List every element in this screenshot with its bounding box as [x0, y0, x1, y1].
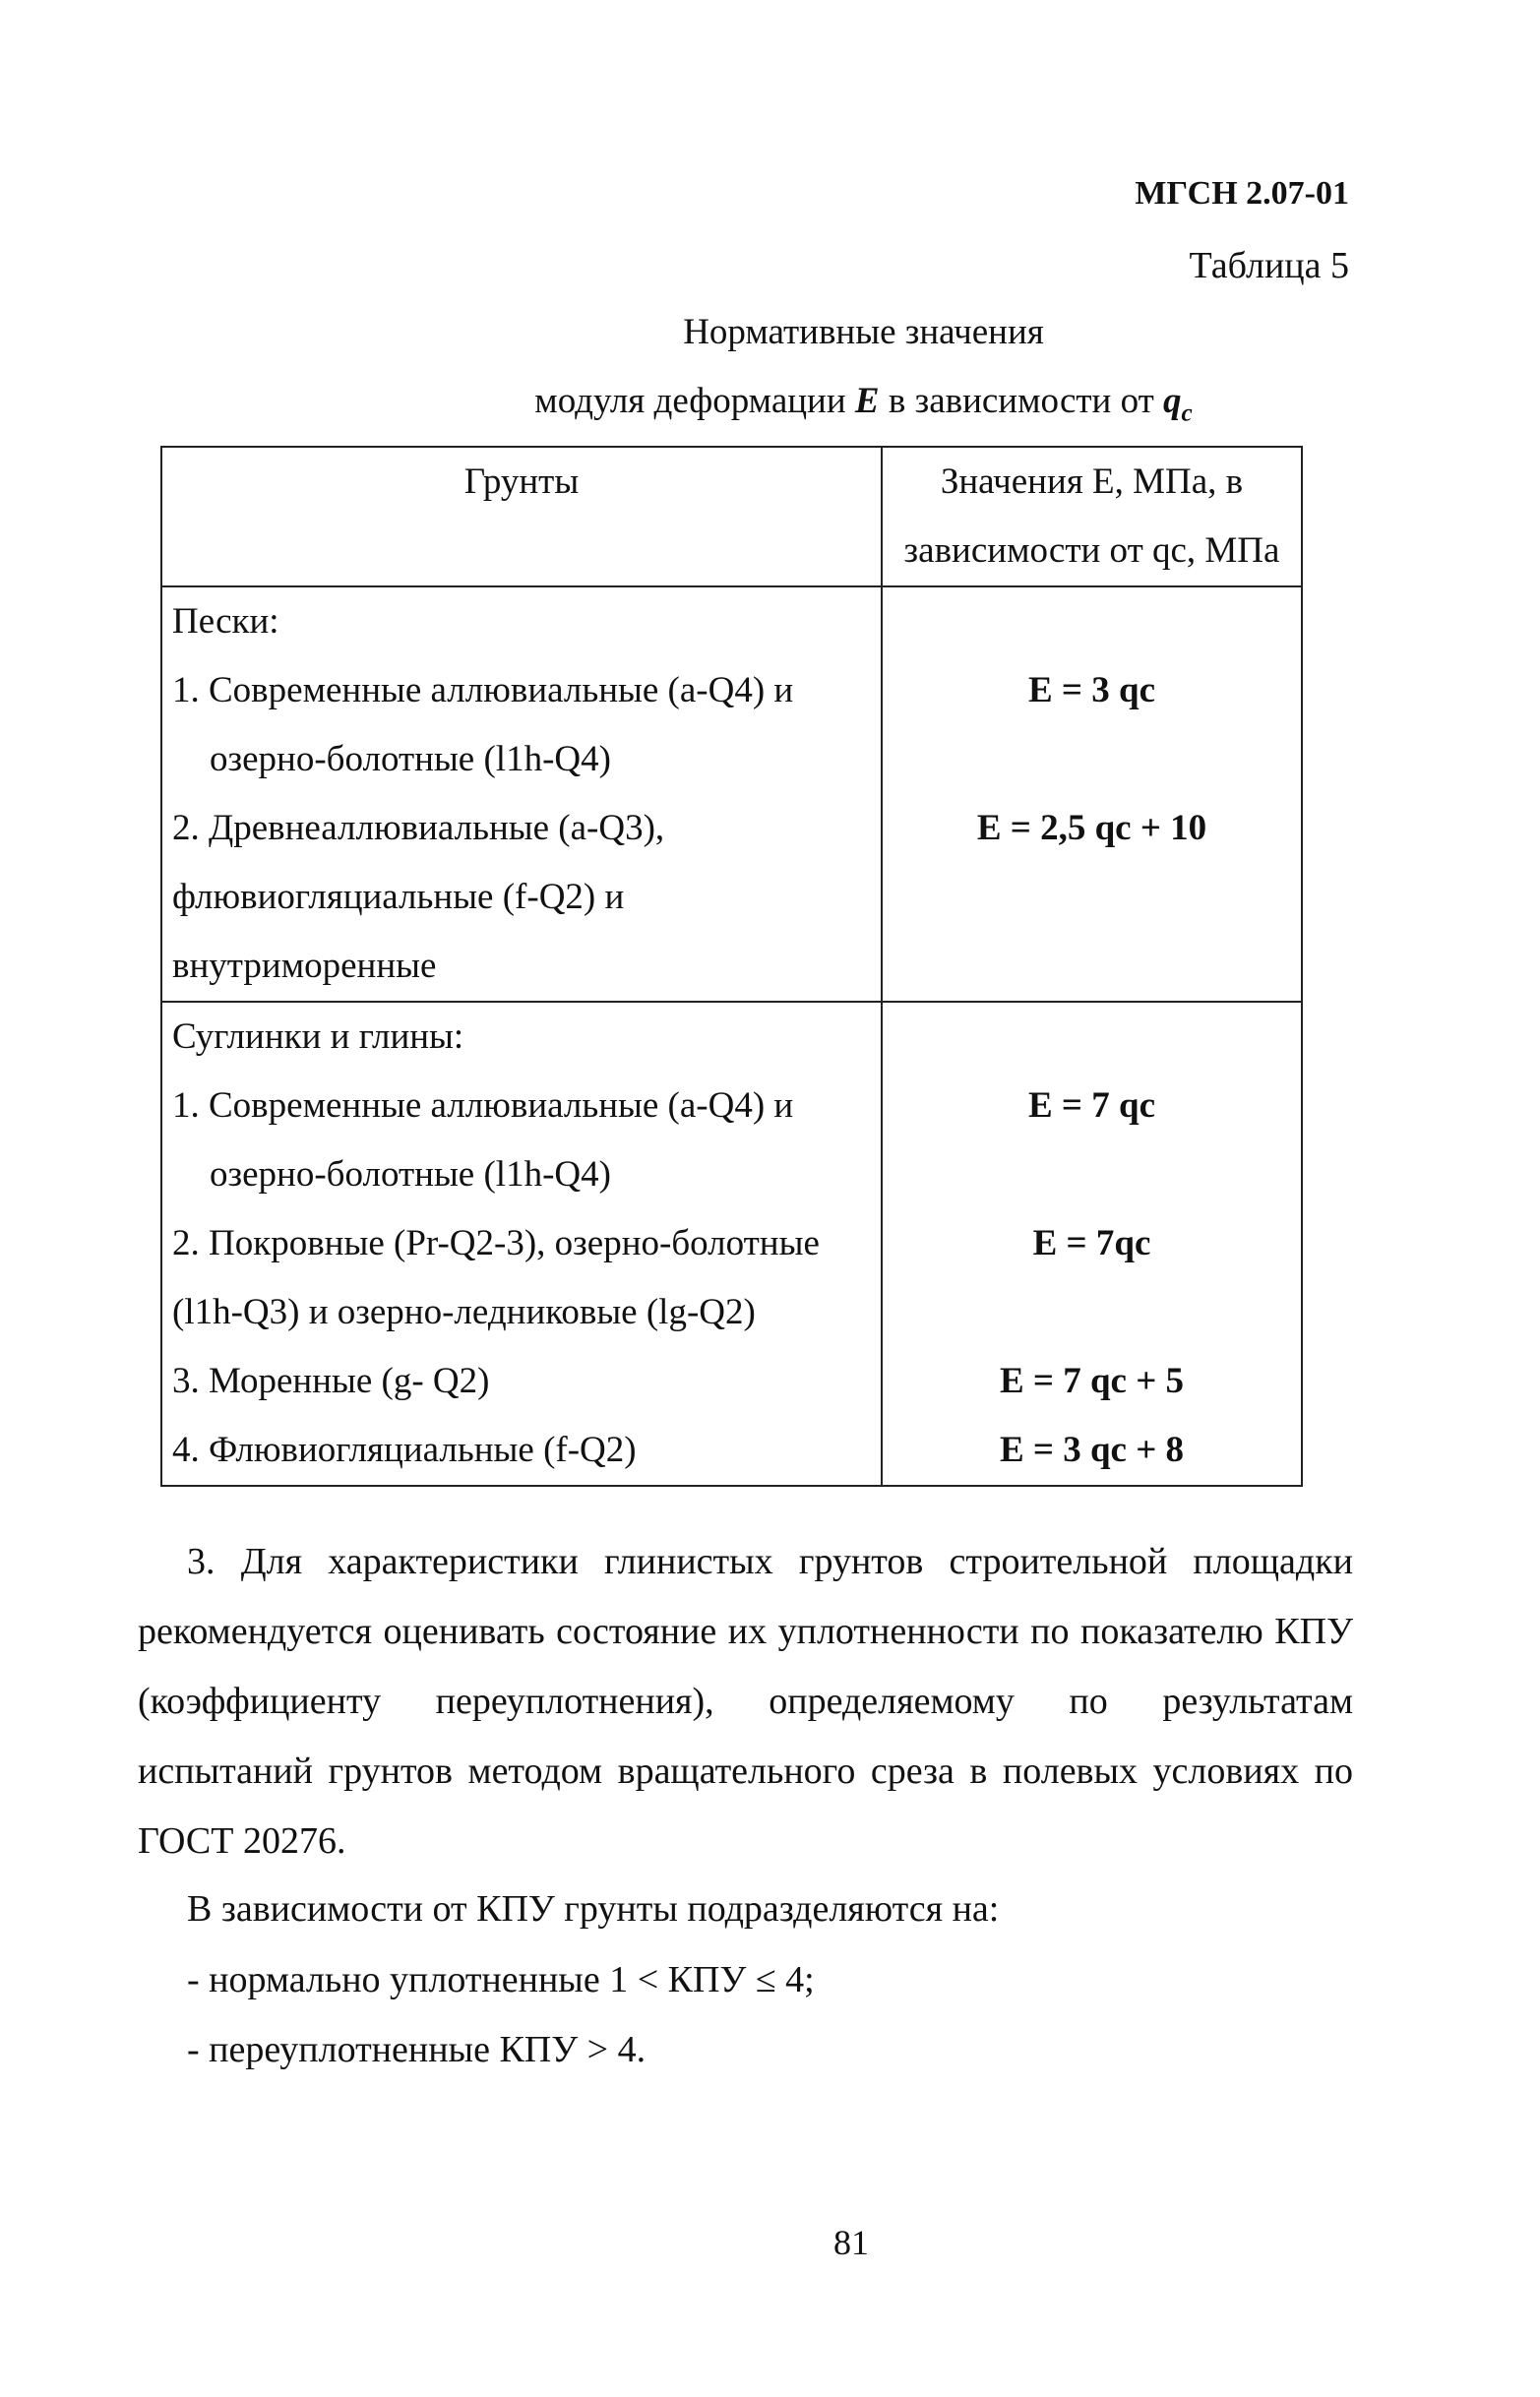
page-number: 81 — [833, 2223, 869, 2262]
sands-spacer — [893, 587, 1291, 656]
paragraph-kpu-description: 3. Для характеристики глинистых грунтов строительной площадки рекомендуется оценивать состояние их уплотненности по показателю КПУ (коэффициенту переуплотнения), определяемому по результатам испытаний грунтов методом вращательного среза в полевых условиях по ГОСТ 20276. — [138, 1541, 1353, 1862]
clays-formula-1: E = 7 qc — [1027, 1085, 1155, 1126]
clays-group-label: Суглинки и глины: — [172, 1016, 464, 1057]
list-item-normal: - нормально уплотненные 1 < КПУ ≤ 4; — [187, 1959, 815, 2000]
clays-formulas-cell — [882, 1002, 1302, 1486]
table-row-clays — [161, 1002, 1302, 1486]
clays-spacer — [893, 1003, 1291, 1072]
header-values-line1: Значения E, МПа, в — [940, 461, 1244, 502]
clays-row1-line1: 1. Современные аллювиальные (a-Q4) и — [172, 1085, 794, 1126]
clays-row1-line2: озерно-болотные (l1h-Q4) — [210, 1154, 611, 1195]
clays-row4-line1: 4. Флювиогляциальные (f-Q2) — [172, 1430, 637, 1470]
clays-formula-3: E = 7 qc + 5 — [999, 1361, 1185, 1401]
clays-formula-4: E = 3 qc + 8 — [999, 1430, 1185, 1470]
header-values-line2: зависимости от qc, МПа — [903, 530, 1280, 571]
clays-row3-line1: 3. Моренные (g- Q2) — [172, 1361, 490, 1401]
title-var-q-sub: c — [1181, 400, 1193, 427]
clays-cell — [161, 1002, 882, 1486]
title-var-e: E — [854, 381, 880, 421]
table-title-line1: Нормативные значения — [683, 312, 1044, 352]
table-title-line2 — [0, 380, 1540, 427]
clays-formula-2: E = 7qc — [1032, 1223, 1151, 1263]
table-row-sands — [161, 586, 1302, 1002]
sands-formula-2: E = 2,5 qc + 10 — [976, 808, 1207, 848]
header-values — [882, 447, 1302, 586]
sands-spacer-2 — [893, 725, 1291, 794]
title-text-a: модуля деформации — [534, 381, 855, 421]
document-code: МГСН 2.07-01 — [1135, 175, 1349, 212]
sands-row2-line3: внутриморенные — [172, 946, 437, 986]
sands-formula-1: E = 3 qc — [1027, 670, 1155, 710]
title-text-b: в зависимости от — [879, 381, 1164, 421]
paragraph-kpu-classes: В зависимости от КПУ грунты подразделяются на: — [187, 1888, 1000, 1930]
clays-spacer-2 — [893, 1140, 1291, 1209]
clays-row2-line2: (l1h-Q3) и озерно-ледниковые (lg-Q2) — [172, 1292, 756, 1332]
header-soils: Грунты — [161, 447, 882, 586]
table-header-row — [161, 447, 1302, 586]
list-item-overconsolidated: - переуплотненные КПУ > 4. — [187, 2029, 647, 2070]
sands-row1-line2: озерно-болотные (l1h-Q4) — [210, 739, 611, 779]
clays-row2-line1: 2. Покровные (Pr-Q2-3), озерно-болотные — [172, 1223, 820, 1263]
sands-row2-line2: флювиогляциальные (f-Q2) и — [172, 877, 625, 917]
table-label: Таблица 5 — [1189, 245, 1349, 286]
sands-formulas-cell — [882, 586, 1302, 1002]
normative-values-table — [160, 446, 1303, 1487]
sands-row1-line1: 1. Современные аллювиальные (a-Q4) и — [172, 670, 794, 710]
sands-row2-line1: 2. Древнеаллювиальные (a-Q3), — [172, 808, 665, 848]
title-var-q: q — [1163, 381, 1182, 421]
sands-group-label: Пески: — [172, 601, 279, 642]
clays-spacer-3 — [893, 1278, 1291, 1347]
sands-cell — [161, 586, 882, 1002]
